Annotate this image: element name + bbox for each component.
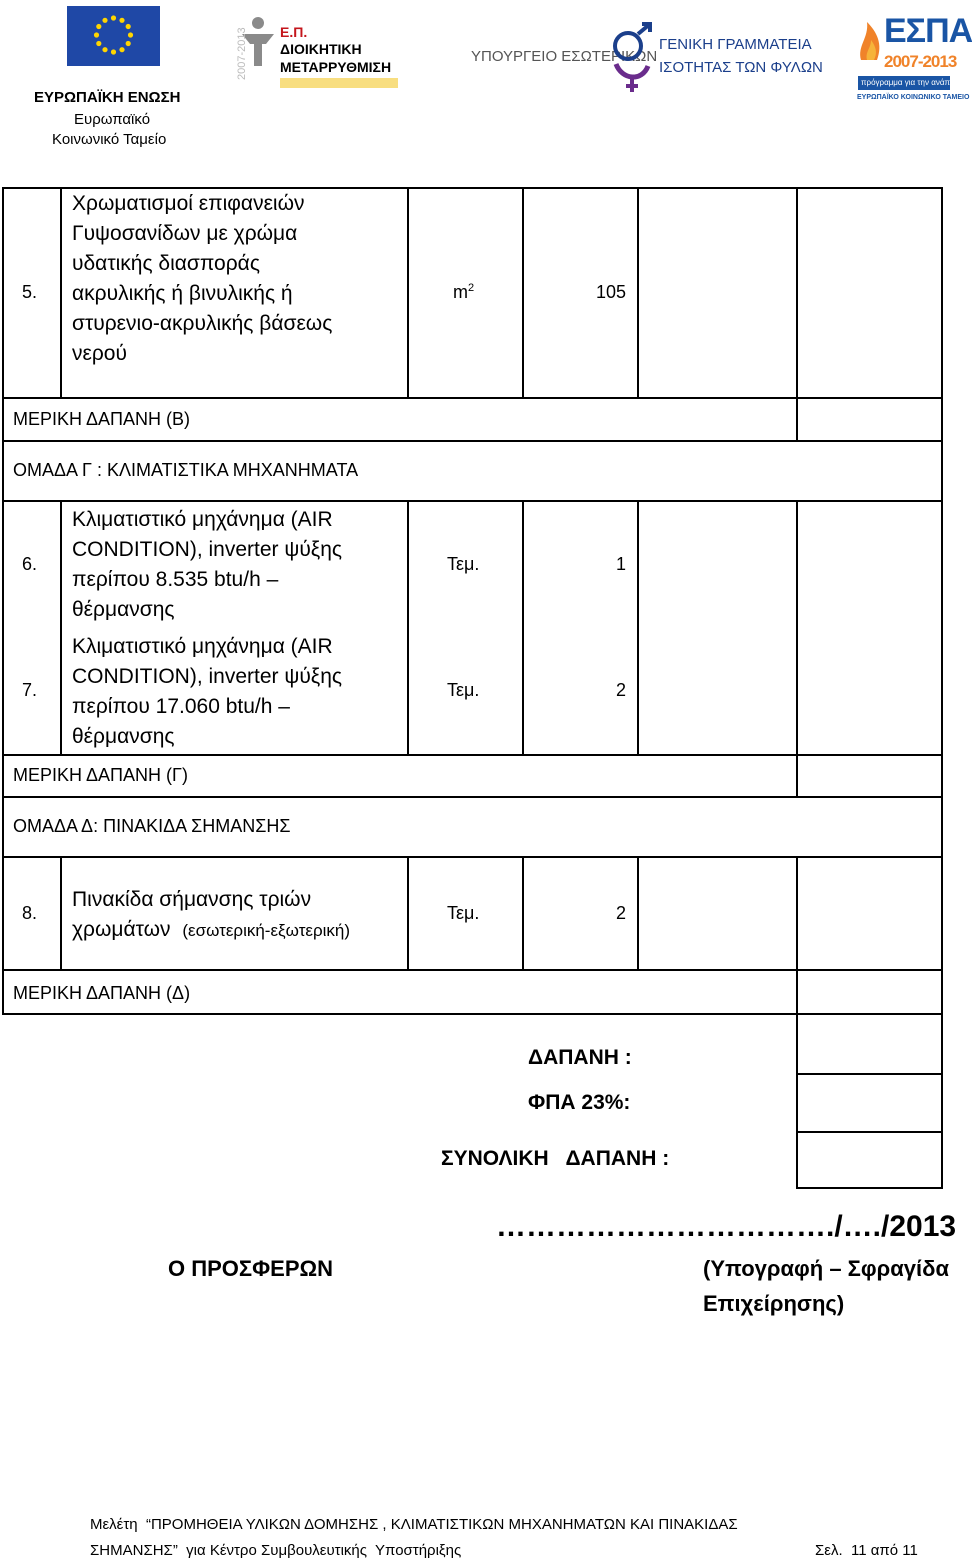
espa-tagline: πρόγραμμα για την ανάπτυξη — [861, 78, 966, 87]
ep-years: 2007-2013 — [236, 27, 248, 80]
page-number: Σελ. 11 από 11 — [815, 1542, 918, 1559]
table-rule — [796, 187, 798, 442]
ep-line-3: ΜΕΤΑΡΡΥΘΜΙΣΗ — [280, 59, 392, 75]
row-description-line: υδατικής διασποράς — [72, 252, 260, 275]
table-rule — [2, 187, 4, 1015]
eu-flag-icon — [67, 6, 160, 66]
row-unit — [453, 282, 474, 303]
table-rule — [407, 187, 409, 399]
row-number: 7. — [22, 680, 38, 700]
group-g-heading: ΟΜΑΔΑ Γ : ΚΛΙΜΑΤΙΣΤΙΚΑ ΜΗΧΑΝΗΜΑΤΑ — [13, 460, 359, 480]
group-d-heading: ΟΜΑΔΑ Δ: ΠΙΝΑΚΙΔΑ ΣΗΜΑΝΣΗΣ — [13, 816, 291, 836]
ministry-name: ΥΠΟΥΡΓΕΙΟ ΕΣΩΤΕΡΙΚΩΝ — [471, 48, 658, 65]
espa-years: 2007-2013 — [884, 52, 957, 71]
row-description-line: Γυψοσανίδων με χρώμα — [72, 222, 298, 245]
table-rule — [2, 856, 943, 858]
table-rule — [60, 500, 62, 756]
table-rule — [522, 856, 524, 971]
row-unit: Τεμ. — [447, 680, 480, 700]
row-description-line: CONDITION), inverter ψύξης — [72, 538, 343, 561]
row-unit: Τεμ. — [447, 903, 480, 923]
table-rule — [2, 796, 943, 798]
date-line: ……………………………./…./2013 — [496, 1210, 957, 1243]
table-rule — [637, 187, 639, 399]
row-number: 8. — [22, 903, 38, 923]
table-rule — [2, 397, 943, 399]
table-rule — [2, 1013, 943, 1015]
table-rule — [2, 754, 943, 756]
table-rule — [637, 856, 639, 971]
gg-line-1: ΓΕΝΙΚΗ ΓΡΑΜΜΑΤΕΙΑ — [659, 36, 812, 53]
row-description-part: (εσωτερική-εξωτερική) — [182, 921, 351, 940]
table-rule — [522, 500, 524, 756]
table-rule — [60, 187, 62, 399]
ep-color-bar — [280, 78, 398, 88]
row-description-line: CONDITION), inverter ψύξης — [72, 665, 343, 688]
espa-flame-icon — [857, 20, 885, 62]
ep-line-2: ΔΙΟΙΚΗΤΙΚΗ — [280, 41, 362, 57]
row-description-line: Πινακίδα σήμανσης τριών — [72, 888, 312, 911]
row-description-line — [72, 915, 350, 946]
signature-label-1: (Υπογραφή – Σφραγίδα — [703, 1256, 949, 1281]
unit-text: m — [453, 282, 468, 302]
row-description-part: χρωμάτων — [72, 918, 171, 941]
table-rule — [407, 500, 409, 756]
table-rule — [796, 1187, 943, 1189]
table-rule — [2, 440, 943, 442]
table-rule — [60, 856, 62, 971]
row-description-line: Κλιματιστικό μηχάνημα (AIR — [72, 635, 333, 658]
table-rule — [796, 500, 798, 798]
espa-fund: ΕΥΡΩΠΑΪΚΟ ΚΟΙΝΩΝΙΚΟ ΤΑΜΕΙΟ — [857, 94, 970, 101]
row-description-line: θέρμανσης — [72, 725, 175, 748]
table-rule — [796, 856, 798, 1189]
row-quantity: 1 — [616, 554, 627, 574]
row-quantity: 2 — [616, 680, 627, 700]
row-description-line: ακρυλικής ή βινυλικής ή — [72, 282, 293, 305]
table-rule — [522, 187, 524, 399]
header — [0, 0, 972, 160]
espa-title: ΕΣΠΑ — [884, 12, 972, 50]
row-description-line: νερού — [72, 342, 127, 365]
gender-equality-emblem-icon — [608, 20, 658, 96]
row-description-line: περίπου 17.060 btu/h – — [72, 695, 290, 718]
subtotal-b: ΜΕΡΙΚΗ ΔΑΠΑΝΗ (Β) — [13, 409, 191, 429]
table-rule — [2, 500, 943, 502]
row-unit: Τεμ. — [447, 554, 480, 574]
subtotal-g: ΜΕΡΙΚΗ ΔΑΠΑΝΗ (Γ) — [13, 765, 188, 785]
unit-superscript: 2 — [468, 282, 475, 294]
subtotal-d: ΜΕΡΙΚΗ ΔΑΠΑΝΗ (Δ) — [13, 983, 191, 1003]
vat-label: ΦΠΑ 23%: — [528, 1091, 631, 1114]
table-rule — [637, 500, 639, 756]
footer-line-2: ΣΗΜΑΝΣΗΣ” για Κέντρο Συμβουλευτικής Υποστήριξης — [90, 1542, 462, 1559]
signature-label-2: Επιχείρησης) — [703, 1291, 845, 1316]
table-rule — [796, 1131, 943, 1133]
row-number: 5. — [22, 282, 38, 302]
table-rule — [941, 187, 943, 1189]
row-description-line: Χρωματισμοί επιφανειών — [72, 192, 305, 215]
gg-line-2: ΙΣΟΤΗΤΑΣ ΤΩΝ ΦΥΛΩΝ — [659, 59, 823, 76]
grand-total-label: ΣΥΝΟΛΙΚΗ ΔΑΠΑΝΗ : — [441, 1147, 670, 1170]
ep-line-1: Ε.Π. — [280, 24, 308, 40]
table-rule — [796, 1073, 943, 1075]
table-rule — [407, 856, 409, 971]
eu-title: ΕΥΡΩΠΑΪΚΗ ΕΝΩΣΗ — [34, 89, 181, 106]
row-description-line: περίπου 8.535 btu/h – — [72, 568, 279, 591]
row-number: 6. — [22, 554, 38, 574]
footer-line-1: Μελέτη “ΠΡΟΜΗΘΕΙΑ ΥΛΙΚΩΝ ΔΟΜΗΣΗΣ , ΚΛΙΜΑΤΙΣΤΙΚΩΝ ΜΗΧΑΝΗΜΑΤΩΝ ΚΑΙ ΠΙΝΑΚΙΔΑΣ — [90, 1516, 738, 1533]
row-quantity: 105 — [596, 282, 627, 302]
eu-subtitle-1: Ευρωπαϊκό — [74, 111, 151, 128]
eu-subtitle-2: Κοινωνικό Ταμείο — [52, 131, 167, 148]
row-description-line: θέρμανσης — [72, 598, 175, 621]
row-quantity: 2 — [616, 903, 627, 923]
row-description-line: στυρενιο-ακρυλικής βάσεως — [72, 312, 333, 335]
table-rule — [2, 969, 943, 971]
offeror-label: Ο ΠΡΟΣΦΕΡΩΝ — [168, 1256, 334, 1281]
total-cost-label: ΔΑΠΑΝΗ : — [528, 1046, 632, 1069]
row-description-line: Κλιματιστικό μηχάνημα (AIR — [72, 508, 333, 531]
